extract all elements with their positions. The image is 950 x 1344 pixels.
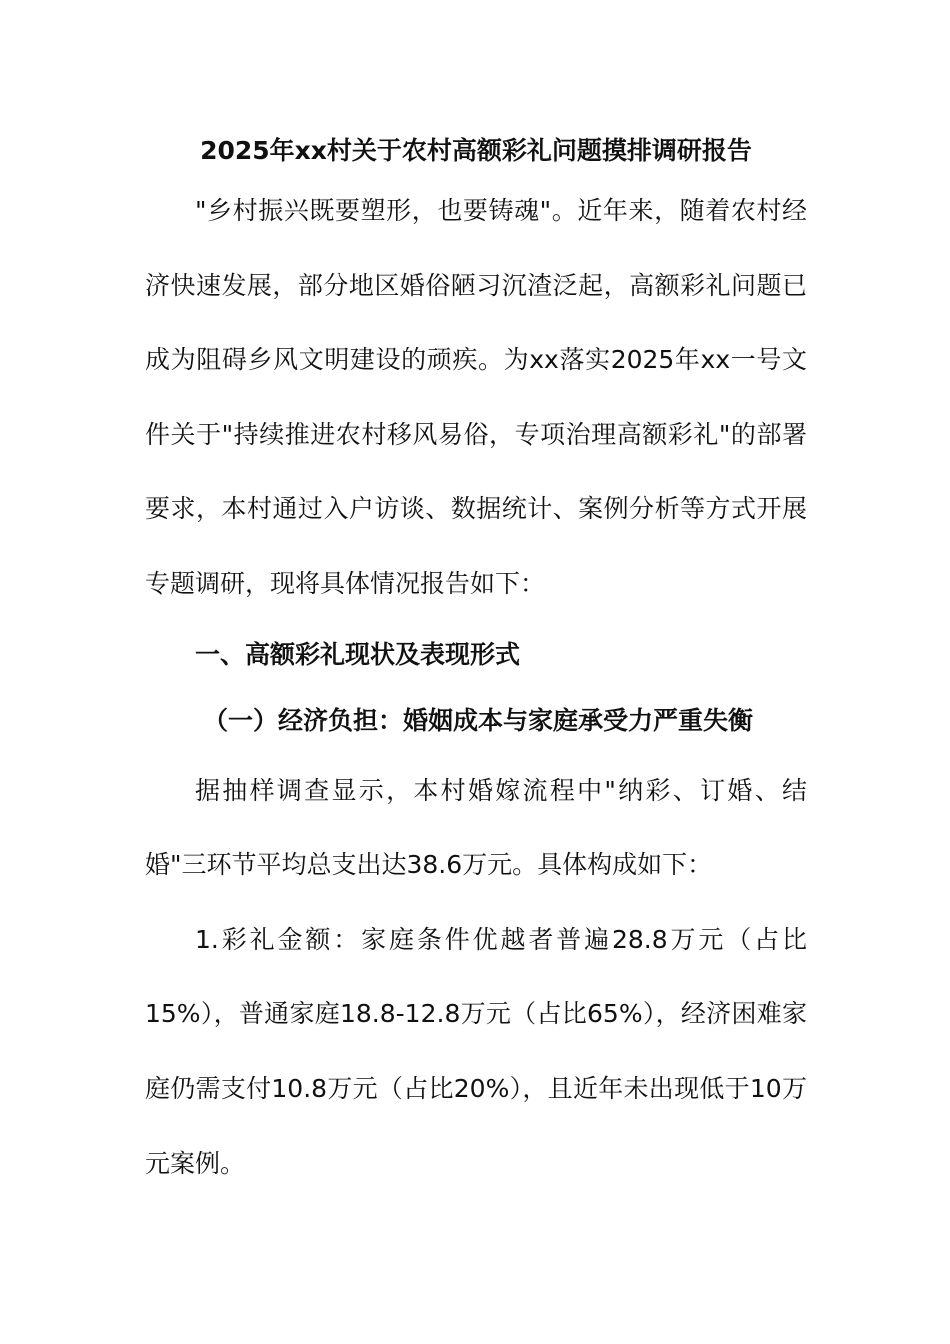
section-heading-1: 一、高额彩礼现状及表现形式	[195, 639, 521, 669]
document-body	[145, 128, 807, 1201]
intro-paragraph: "乡村振兴既要塑形，也要铸魂"。近年来，随着农村经济快速发展，部分地区婚俗陋习沉渣泛起，高额彩礼问题已成为阻碍乡风文明建设的顽疾。为xx落实2025年xx一号文件关于"持续推进农村移风易俗，专项治理高额彩礼"的部署要求，本村通过入户访谈、数据统计、案例分析等方式开展专题调研，现将具体情况报告如下：	[145, 196, 807, 598]
survey-paragraph: 据抽样调查显示，本村婚嫁流程中"纳彩、订婚、结婚"三环节平均总支出达38.6万元。具体构成如下：	[145, 775, 807, 880]
item-1-paragraph: 1.彩礼金额：家庭条件优越者普遍28.8万元（占比15%），普通家庭18.8-12.8万元（占比65%），经济困难家庭仍需支付10.8万元（占比20%），且近年未出现低于10万元案例。	[145, 924, 807, 1178]
subsection-heading-1: （一）经济负担：婚姻成本与家庭承受力严重失衡	[203, 705, 754, 735]
document-title: 2025年xx村关于农村高额彩礼问题摸排调研报告	[200, 136, 752, 165]
